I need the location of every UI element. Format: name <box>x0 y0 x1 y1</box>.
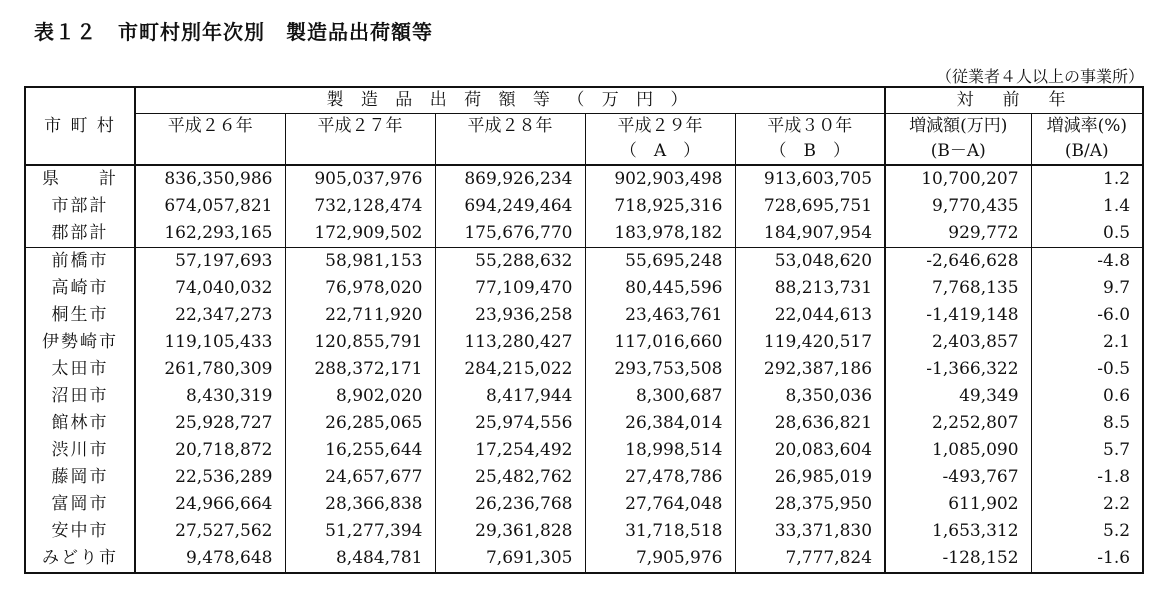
value-cell: 53,048,620 <box>735 248 885 276</box>
table-row <box>25 329 1143 356</box>
year-sub-a: （ A ） <box>585 139 735 165</box>
value-cell: 8,430,319 <box>135 383 285 410</box>
value-cell: 29,361,828 <box>435 518 585 545</box>
value-cell: 18,998,514 <box>585 437 735 464</box>
table-row <box>25 248 1143 276</box>
value-cell: 28,366,838 <box>285 491 435 518</box>
rate-cell: 2.2 <box>1031 491 1143 518</box>
value-cell: 20,718,872 <box>135 437 285 464</box>
diff-cell: 611,902 <box>885 491 1031 518</box>
year-header: 平成３０年 <box>735 114 885 140</box>
table-row <box>25 518 1143 545</box>
rate-cell: -0.5 <box>1031 356 1143 383</box>
value-cell: 119,420,517 <box>735 329 885 356</box>
rate-cell: 0.5 <box>1031 220 1143 248</box>
value-cell: 184,907,954 <box>735 220 885 248</box>
year-sub-empty <box>135 139 285 165</box>
value-cell: 31,718,518 <box>585 518 735 545</box>
rate-cell: -1.8 <box>1031 464 1143 491</box>
value-cell: 55,288,632 <box>435 248 585 276</box>
shipments-group-header: 製 造 品 出 荷 額 等 （ 万 円 ） <box>135 87 885 114</box>
row-name: 市部計 <box>51 196 109 216</box>
value-cell: 26,236,768 <box>435 491 585 518</box>
value-cell: 905,037,976 <box>285 165 435 193</box>
table-row <box>25 193 1143 220</box>
value-cell: 292,387,186 <box>735 356 885 383</box>
value-cell: 7,905,976 <box>585 545 735 573</box>
diff-cell: 1,653,312 <box>885 518 1031 545</box>
value-cell: 293,753,508 <box>585 356 735 383</box>
row-name: 前橋市 <box>51 251 109 271</box>
value-cell: 28,636,821 <box>735 410 885 437</box>
value-cell: 26,985,019 <box>735 464 885 491</box>
year-sub-b: （ B ） <box>735 139 885 165</box>
rate-cell: 9.7 <box>1031 275 1143 302</box>
value-cell: 9,478,648 <box>135 545 285 573</box>
diff-cell: 1,085,090 <box>885 437 1031 464</box>
diff-cell: 2,403,857 <box>885 329 1031 356</box>
value-cell: 8,350,036 <box>735 383 885 410</box>
value-cell: 17,254,492 <box>435 437 585 464</box>
row-name: 沼田市 <box>51 386 109 406</box>
value-cell: 16,255,644 <box>285 437 435 464</box>
value-cell: 25,928,727 <box>135 410 285 437</box>
value-cell: 77,109,470 <box>435 275 585 302</box>
value-cell: 869,926,234 <box>435 165 585 193</box>
diff-cell: 929,772 <box>885 220 1031 248</box>
value-cell: 674,057,821 <box>135 193 285 220</box>
rate-cell: 5.7 <box>1031 437 1143 464</box>
value-cell: 80,445,596 <box>585 275 735 302</box>
value-cell: 913,603,705 <box>735 165 885 193</box>
diff-cell: 9,770,435 <box>885 193 1031 220</box>
value-cell: 33,371,830 <box>735 518 885 545</box>
row-name: 高崎市 <box>51 278 109 298</box>
header-row-group <box>25 87 1143 114</box>
value-cell: 694,249,464 <box>435 193 585 220</box>
value-cell: 728,695,751 <box>735 193 885 220</box>
value-cell: 22,711,920 <box>285 302 435 329</box>
header-row-sub <box>25 139 1143 165</box>
row-name: 安中市 <box>51 521 109 541</box>
header-row-years <box>25 114 1143 140</box>
value-cell: 24,966,664 <box>135 491 285 518</box>
value-cell: 28,375,950 <box>735 491 885 518</box>
value-cell: 25,974,556 <box>435 410 585 437</box>
value-cell: 284,215,022 <box>435 356 585 383</box>
table-row <box>25 491 1143 518</box>
value-cell: 76,978,020 <box>285 275 435 302</box>
diff-cell: 7,768,135 <box>885 275 1031 302</box>
diff-cell: -493,767 <box>885 464 1031 491</box>
row-name: 県 計 <box>42 169 118 189</box>
diff-cell: 2,252,807 <box>885 410 1031 437</box>
value-cell: 902,903,498 <box>585 165 735 193</box>
row-name: 館林市 <box>51 413 109 433</box>
value-cell: 20,083,604 <box>735 437 885 464</box>
row-name: 渋川市 <box>51 440 109 460</box>
value-cell: 172,909,502 <box>285 220 435 248</box>
value-cell: 175,676,770 <box>435 220 585 248</box>
row-name: 太田市 <box>51 359 109 379</box>
value-cell: 58,981,153 <box>285 248 435 276</box>
year-header: 平成２６年 <box>135 114 285 140</box>
rate-cell: -6.0 <box>1031 302 1143 329</box>
value-cell: 7,691,305 <box>435 545 585 573</box>
compare-group-header: 対 前 年 <box>885 87 1143 114</box>
rate-cell: 0.6 <box>1031 383 1143 410</box>
year-header: 平成２７年 <box>285 114 435 140</box>
value-cell: 22,044,613 <box>735 302 885 329</box>
table-row <box>25 410 1143 437</box>
value-cell: 57,197,693 <box>135 248 285 276</box>
value-cell: 22,347,273 <box>135 302 285 329</box>
table-row <box>25 165 1143 193</box>
row-name: 富岡市 <box>51 494 109 514</box>
row-name: みどり市 <box>42 548 118 568</box>
value-cell: 8,300,687 <box>585 383 735 410</box>
value-cell: 119,105,433 <box>135 329 285 356</box>
year-header: 平成２９年 <box>585 114 735 140</box>
table-row <box>25 220 1143 248</box>
value-cell: 23,463,761 <box>585 302 735 329</box>
value-cell: 8,902,020 <box>285 383 435 410</box>
row-label-header: 市 町 村 <box>25 87 135 165</box>
row-name: 郡部計 <box>25 220 135 248</box>
table-row <box>25 464 1143 491</box>
value-cell: 26,285,065 <box>285 410 435 437</box>
year-header: 平成２８年 <box>435 114 585 140</box>
row-name: 藤岡市 <box>51 467 109 487</box>
rate-cell: 1.2 <box>1031 165 1143 193</box>
diff-cell: -128,152 <box>885 545 1031 573</box>
row-name: 伊勢崎市 <box>42 332 118 352</box>
shipments-table <box>24 86 1144 574</box>
diff-cell: -2,646,628 <box>885 248 1031 276</box>
value-cell: 117,016,660 <box>585 329 735 356</box>
value-cell: 24,657,677 <box>285 464 435 491</box>
diff-cell: 49,349 <box>885 383 1031 410</box>
year-sub-empty <box>285 139 435 165</box>
value-cell: 718,925,316 <box>585 193 735 220</box>
diff-cell: -1,419,148 <box>885 302 1031 329</box>
row-name: 桐生市 <box>51 305 109 325</box>
table-row <box>25 275 1143 302</box>
value-cell: 25,482,762 <box>435 464 585 491</box>
value-cell: 27,527,562 <box>135 518 285 545</box>
value-cell: 23,936,258 <box>435 302 585 329</box>
value-cell: 74,040,032 <box>135 275 285 302</box>
table-row <box>25 545 1143 573</box>
diff-cell: -1,366,322 <box>885 356 1031 383</box>
diff-cell: 10,700,207 <box>885 165 1031 193</box>
table-row <box>25 302 1143 329</box>
table-row <box>25 437 1143 464</box>
value-cell: 113,280,427 <box>435 329 585 356</box>
rate-cell: 5.2 <box>1031 518 1143 545</box>
value-cell: 183,978,182 <box>585 220 735 248</box>
value-cell: 26,384,014 <box>585 410 735 437</box>
rate-cell: 2.1 <box>1031 329 1143 356</box>
value-cell: 261,780,309 <box>135 356 285 383</box>
year-sub-empty <box>435 139 585 165</box>
rate-cell: -4.8 <box>1031 248 1143 276</box>
rate-cell: -1.6 <box>1031 545 1143 573</box>
value-cell: 88,213,731 <box>735 275 885 302</box>
diff-sub: (B－A) <box>885 139 1031 165</box>
value-cell: 51,277,394 <box>285 518 435 545</box>
value-cell: 288,372,171 <box>285 356 435 383</box>
rate-cell: 8.5 <box>1031 410 1143 437</box>
value-cell: 22,536,289 <box>135 464 285 491</box>
value-cell: 732,128,474 <box>285 193 435 220</box>
value-cell: 27,764,048 <box>585 491 735 518</box>
rate-cell: 1.4 <box>1031 193 1143 220</box>
value-cell: 836,350,986 <box>135 165 285 193</box>
rate-header: 増減率(%) <box>1031 114 1143 140</box>
value-cell: 27,478,786 <box>585 464 735 491</box>
table-note: （従業者４人以上の事業所） <box>935 67 1144 86</box>
value-cell: 162,293,165 <box>135 220 285 248</box>
value-cell: 55,695,248 <box>585 248 735 276</box>
value-cell: 7,777,824 <box>735 545 885 573</box>
value-cell: 8,417,944 <box>435 383 585 410</box>
page-title: 表１２ 市町村別年次別 製造品出荷額等 <box>34 20 433 44</box>
table-row <box>25 356 1143 383</box>
value-cell: 8,484,781 <box>285 545 435 573</box>
value-cell: 120,855,791 <box>285 329 435 356</box>
diff-header: 増減額(万円) <box>885 114 1031 140</box>
rate-sub: (B/A) <box>1031 139 1143 165</box>
table-row <box>25 383 1143 410</box>
